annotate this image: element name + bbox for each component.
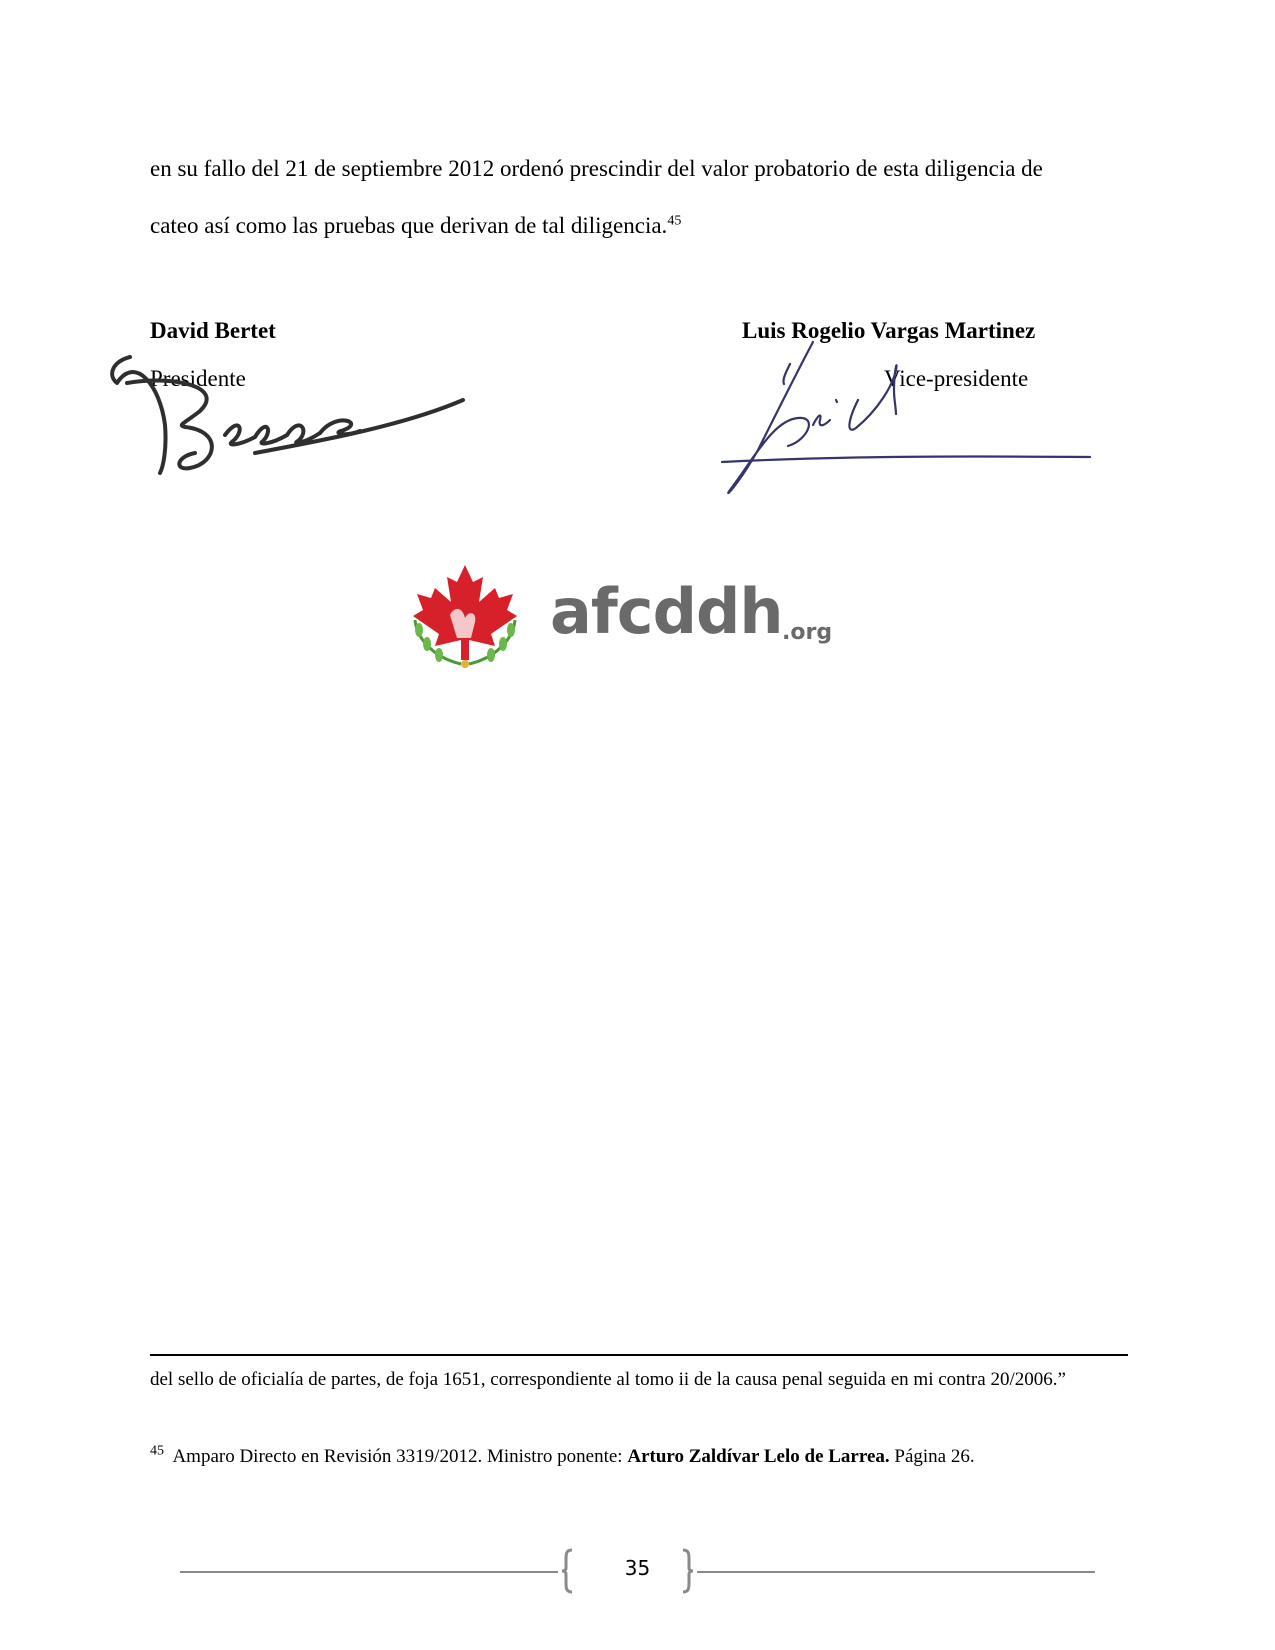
body-line-2 xyxy=(150,197,1128,254)
footnote-continuation-text: del sello de oficialía de partes, de foja 1651, correspondiente al tomo ii de la causa penal seguida en mi contra 20/2006.” xyxy=(150,1369,1066,1390)
signer-left-name: David Bertet xyxy=(150,318,276,343)
page-footer xyxy=(180,1540,1095,1600)
signer-right-name: Luis Rogelio Vargas Martinez xyxy=(742,318,1036,343)
afcddh-logo xyxy=(410,565,833,675)
signature-left-image xyxy=(105,345,485,495)
body-line-1: en su fallo del 21 de septiembre 2012 ordenó prescindir del valor probatorio de esta diligencia de xyxy=(150,156,1043,181)
footnote-separator xyxy=(150,1354,1128,1356)
footnote-45-bold: Arturo Zaldívar Lelo de Larrea. xyxy=(627,1446,890,1467)
signer-left-role: Presidente xyxy=(150,366,246,391)
footnote-45-page: Página 26. xyxy=(894,1446,975,1467)
footnote-45 xyxy=(150,1443,1128,1471)
footnote-45-number: 45 xyxy=(150,1443,164,1459)
right-bracket-icon xyxy=(679,1548,695,1594)
footnote-continuation xyxy=(150,1366,1128,1394)
footnote-ref-45[interactable]: 45 xyxy=(667,213,682,229)
logo-domain-suffix: .org xyxy=(782,620,833,645)
signature-right-image xyxy=(718,340,1098,520)
body-line-2-text: cateo así como las pruebas que derivan de tal diligencia. xyxy=(150,213,668,238)
logo-wordmark: afcddh xyxy=(550,575,783,648)
body-paragraph xyxy=(150,140,1128,254)
signer-right-role: Vice-presidente xyxy=(884,366,1029,391)
page-number: 35 xyxy=(624,1556,651,1580)
footnote-45-text: Amparo Directo en Revisión 3319/2012. Ministro ponente: xyxy=(172,1446,623,1467)
maple-leaf-icon xyxy=(405,560,525,670)
footer-rule-right xyxy=(697,1571,1095,1573)
